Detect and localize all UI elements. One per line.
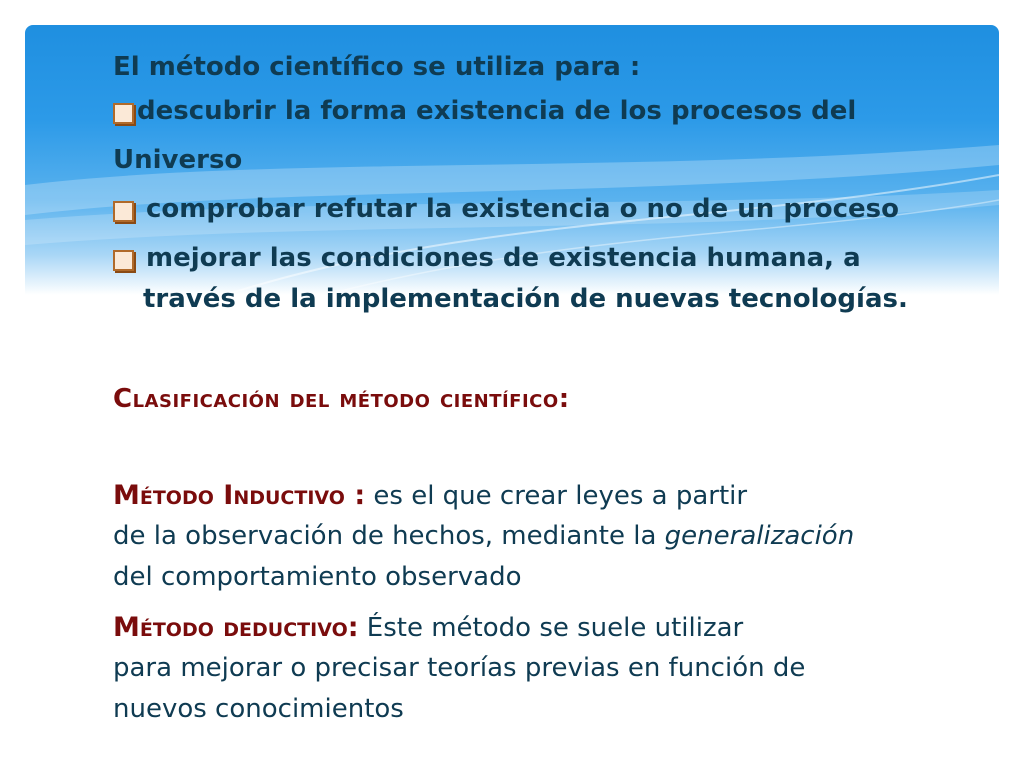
deductive-line-1 (113, 612, 743, 643)
intro-text: El método científico se utiliza para : (113, 52, 641, 82)
bullet-item-1 (113, 96, 856, 126)
inductive-text-2: de la observación de hechos, mediante la (113, 521, 665, 551)
inductive-line-3: del comportamiento observado (113, 562, 522, 592)
bullet-text-2: comprobar refutar la existencia o no de un proceso (146, 194, 899, 224)
section-heading: Clasificación del método científico: (113, 384, 570, 414)
bullet-continuation-1: Universo (113, 145, 243, 175)
bullet-item-2 (113, 194, 899, 224)
bullet-item-3 (113, 243, 861, 273)
deductive-term: Método deductivo: (113, 612, 359, 643)
bullet-text-3: mejorar las condiciones de existencia humana, a (146, 243, 861, 273)
deductive-line-2: para mejorar o precisar teorías previas en función de (113, 653, 806, 683)
bullet-continuation-3: través de la implementación de nuevas tecnologías. (143, 284, 908, 314)
deductive-text-1: Éste método se suele utilizar (358, 613, 744, 643)
inductive-line-1 (113, 480, 747, 511)
inductive-text-1: es el que crear leyes a partir (365, 481, 748, 511)
checkbox-bullet-icon (113, 201, 134, 222)
deductive-line-3: nuevos conocimientos (113, 694, 404, 724)
bullet-text-1: descubrir la forma existencia de los procesos del (137, 96, 857, 126)
inductive-text-2-emphasis: generalización (664, 521, 855, 551)
checkbox-bullet-icon (113, 250, 134, 271)
inductive-line-2 (113, 521, 854, 551)
checkbox-bullet-icon (113, 103, 134, 124)
inductive-term: Método Inductivo : (113, 480, 366, 511)
